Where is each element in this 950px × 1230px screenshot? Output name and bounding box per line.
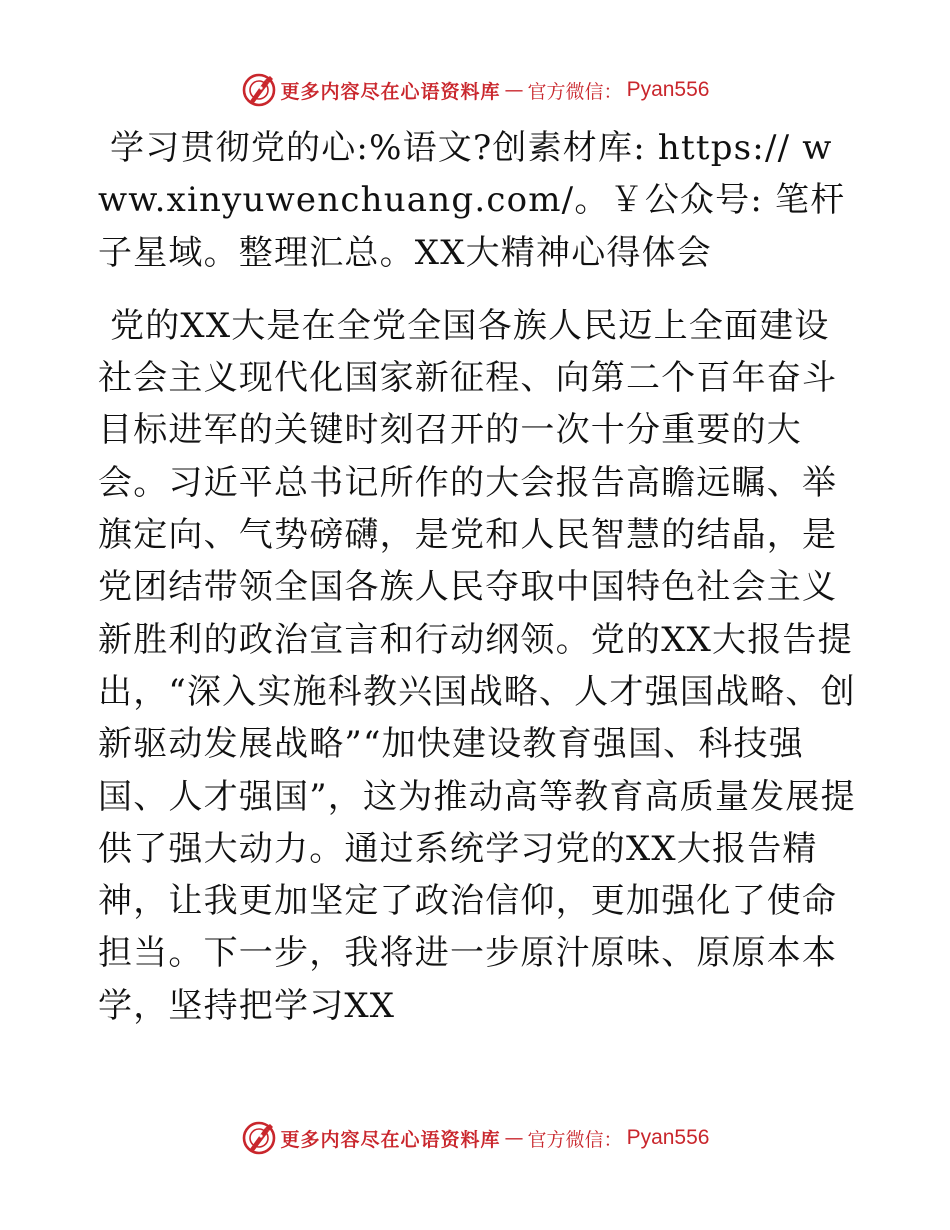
watermark-main-text: 更多内容尽在心语资料库	[280, 1128, 501, 1151]
watermark-separator: —	[504, 1127, 524, 1149]
title-paragraph: 学习贯彻党的心:%语文?创素材库: https:// www.xinyuwenchuang.com/。￥公众号: 笔杆子星域。整理汇总。XX大精神心得体会	[98, 128, 846, 273]
pen-nib-logo-icon	[241, 1120, 277, 1156]
watermark-wechat-label: 官方微信：	[527, 80, 623, 103]
header-watermark	[0, 70, 950, 110]
document-body	[98, 122, 858, 1032]
footer-watermark	[0, 1118, 950, 1158]
pen-nib-logo-icon	[241, 72, 277, 108]
watermark-separator: —	[504, 79, 524, 101]
watermark-wechat-id: Pyan556	[626, 78, 710, 101]
watermark-wechat-id: Pyan556	[626, 1126, 710, 1149]
body-paragraph: 党的XX大是在全党全国各族人民迈上全面建设社会主义现代化国家新征程、向第二个百年奋斗目标进军的关键时刻召开的一次十分重要的大会。习近平总书记所作的大会报告高瞻远瞩、举旗定向、气势磅礴，是党和人民智慧的结晶，是党团结带领全国各族人民夺取中国特色社会主义新胜利的政治宣言和行动纲领。党的XX大报告提出，“深入实施科教兴国战略、人才强国战略、创新驱动发展战略”“加快建设教育强国、科技强国、人才强国”，这为推动高等教育高质量发展提供了强大动力。通过系统学习党的XX大报告精神，让我更加坚定了政治信仰，更加强化了使命担当。下一步，我将进一步原汁原味、原原本本学，坚持把学习XX	[98, 305, 856, 1026]
watermark-main-text: 更多内容尽在心语资料库	[280, 80, 501, 103]
watermark-wechat-label: 官方微信：	[527, 1128, 623, 1151]
